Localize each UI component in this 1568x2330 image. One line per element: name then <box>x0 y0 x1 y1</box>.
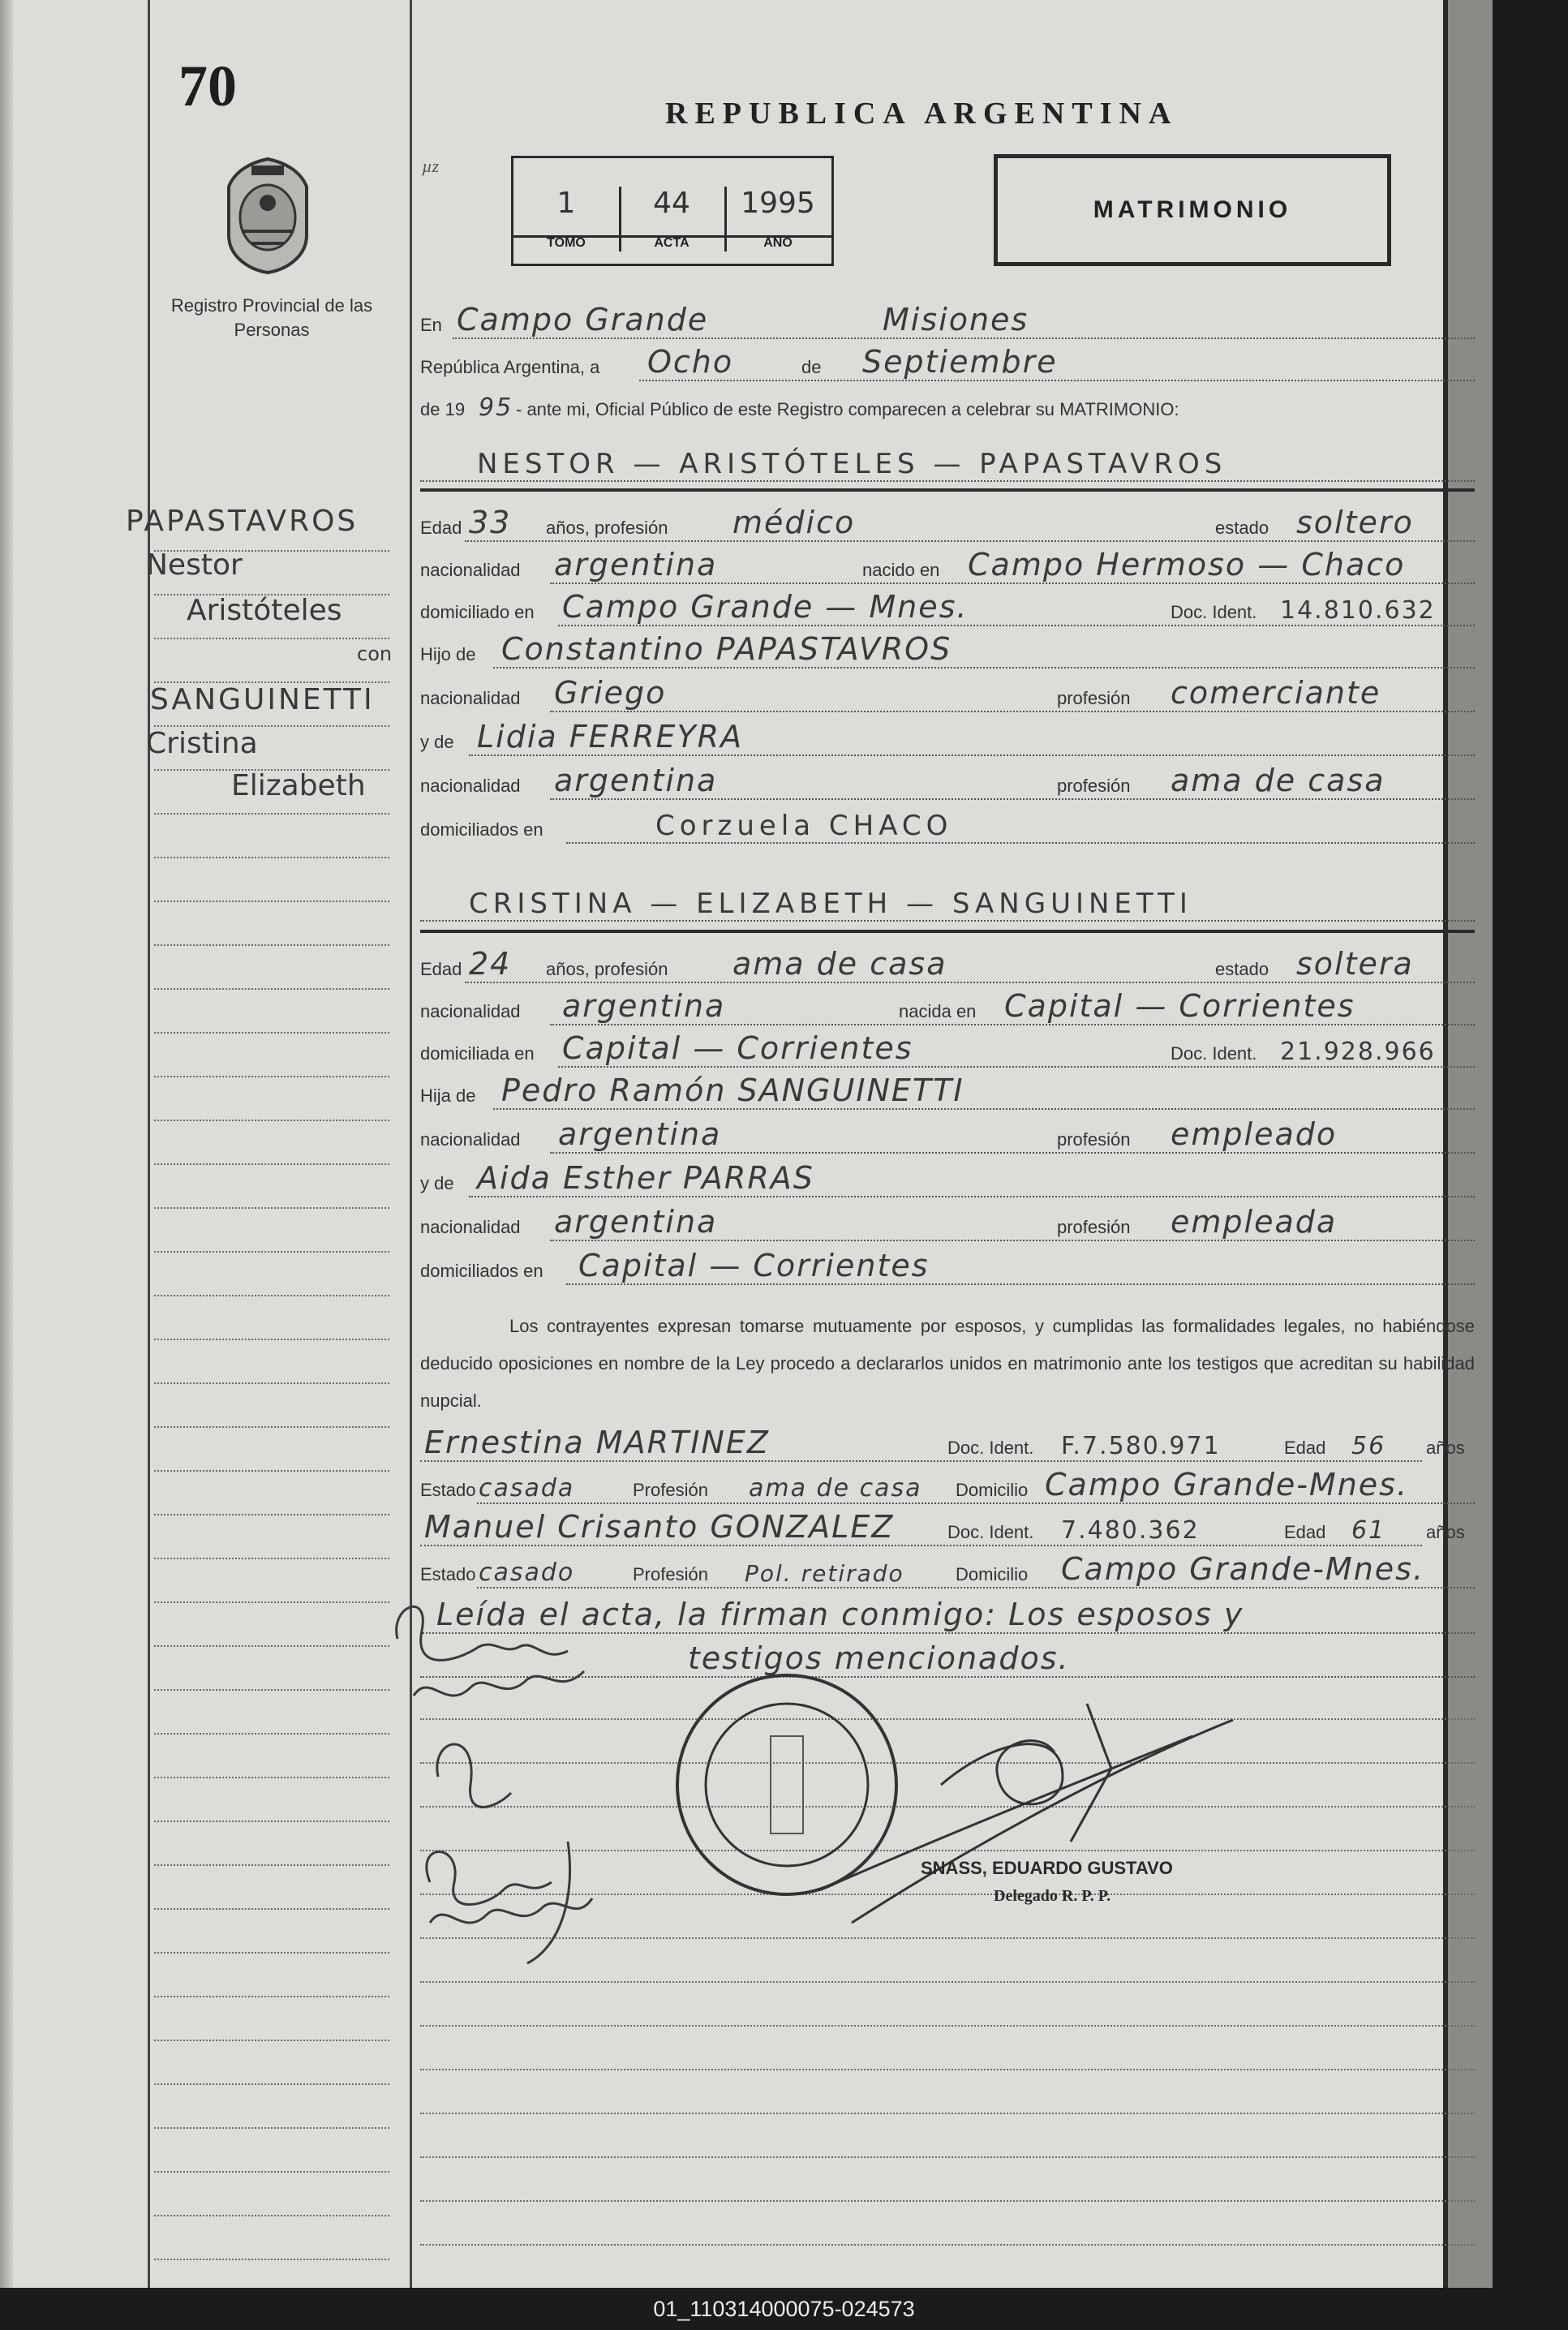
place-value: Campo Grande <box>457 302 709 337</box>
declaration-text: Los contrayentes expresan tomarse mutuamente por esposos, y cumplidas las formalidades legales, no habiéndose deducido oposiciones en nombre de la Ley procedo a declararlos unidos en matrimonio ante los testigos que acreditan su habilidad nupcial. <box>420 1316 1475 1411</box>
bride-mother: Aida Esther PARRAS <box>477 1160 814 1196</box>
witness-1-details-row <box>420 1465 1475 1506</box>
groom-father-nat-row <box>420 673 1475 714</box>
profesion-label: años, profesión <box>546 959 668 979</box>
margin-dotted-line <box>154 1514 389 1515</box>
edad-label: Edad <box>1284 1522 1326 1542</box>
margin-dotted-line <box>154 1777 389 1778</box>
image-footer-id: 01_110314000075-024573 <box>0 2288 1568 2330</box>
dotted-line <box>420 1545 1422 1546</box>
margin-dotted-line <box>154 1339 389 1340</box>
witness-1-status: casada <box>479 1474 575 1502</box>
en-label: En <box>420 315 442 335</box>
groom-father-row <box>420 630 1475 670</box>
dotted-line <box>550 1152 1475 1154</box>
witness-1-age: 56 <box>1351 1432 1386 1460</box>
margin-dotted-line <box>154 944 389 946</box>
groom-nationality-row <box>420 545 1475 586</box>
witness-1-row <box>420 1423 1475 1464</box>
acta-label: ACTA <box>654 236 689 250</box>
anos-label: años <box>1426 1438 1465 1458</box>
ano-value: 1995 <box>724 187 831 238</box>
dotted-line <box>465 540 1475 542</box>
groom-age: 33 <box>469 505 512 540</box>
dotted-line <box>420 2244 1475 2246</box>
groom-mother-nat-row <box>420 761 1475 802</box>
groom-name-row <box>420 438 1475 484</box>
de-label: de <box>801 357 822 377</box>
margin-dotted-line <box>154 1426 389 1428</box>
margin-dotted-line <box>154 550 389 552</box>
bride-profession: ama de casa <box>732 946 947 982</box>
nacionalidad-label: nacionalidad <box>420 1001 521 1021</box>
bride-birthplace: Capital — Corrientes <box>1004 988 1355 1024</box>
doc-label: Doc. Ident. <box>1171 1043 1257 1064</box>
closing-text-2: testigos mencionados. <box>688 1640 1070 1676</box>
bride-mother-row <box>420 1159 1475 1199</box>
margin-bride-surname: SANGUINETTI <box>150 683 375 716</box>
margin-dotted-line <box>154 1163 389 1165</box>
dotted-line <box>469 1196 1475 1197</box>
groom-mother-profession: ama de casa <box>1171 763 1385 798</box>
margin-dotted-line <box>154 1076 389 1077</box>
dotted-line <box>550 1024 1475 1025</box>
groom-age-row <box>420 503 1475 544</box>
margin-bride-first: Cristina <box>146 727 258 760</box>
estado-label: estado <box>1215 518 1269 538</box>
ante-text: - ante mi, Oficial Público de este Registro comparecen a celebrar su MATRIMONIO: <box>516 399 1179 419</box>
intro-place-row <box>420 300 1475 341</box>
tomo-acta-ano-box <box>511 156 834 266</box>
margin-dotted-line <box>154 2259 389 2260</box>
groom-doc: 14.810.632 <box>1280 596 1436 625</box>
margin-dotted-line <box>154 1689 389 1691</box>
bride-name-row <box>420 878 1475 923</box>
groom-mother-nationality: argentina <box>554 763 718 798</box>
dotted-line <box>420 2200 1475 2202</box>
dotted-line <box>420 920 1475 922</box>
month-value: Septiembre <box>862 344 1058 380</box>
dotted-line <box>420 2156 1475 2158</box>
y-de-label: y de <box>420 732 454 752</box>
profesion-label: profesión <box>1057 1129 1131 1150</box>
witness-2-row <box>420 1507 1475 1548</box>
margin-dotted-line <box>154 769 389 771</box>
document-title: REPUBLICA ARGENTINA <box>665 97 1179 131</box>
groom-nationality: argentina <box>554 547 718 582</box>
domicilio-label: Domicilio <box>956 1564 1029 1584</box>
bride-father-profession: empleado <box>1171 1116 1338 1152</box>
margin-dotted-line <box>154 2040 389 2041</box>
year-value: 95 <box>479 393 513 422</box>
registry-name: Registro Provincial de las Personas <box>170 295 373 340</box>
profesion-label: profesión <box>1057 1217 1131 1237</box>
acta-value: 44 <box>619 187 724 238</box>
witness-1-name: Ernestina MARTINEZ <box>424 1425 770 1460</box>
tomo-label: TOMO <box>547 236 586 250</box>
nacionalidad-label: nacionalidad <box>420 776 521 796</box>
signatures-graphic <box>381 1574 1517 2061</box>
bride-age: 24 <box>469 946 512 982</box>
margin-groom-second: Aristóteles <box>187 594 342 627</box>
nacida-label: nacida en <box>899 1001 977 1021</box>
edad-label: Edad <box>420 959 462 979</box>
domiciliada-label: domiciliada en <box>420 1043 535 1064</box>
section-separator <box>420 930 1475 933</box>
tomo-value: 1 <box>513 187 619 238</box>
margin-dotted-line <box>154 725 389 727</box>
nacionalidad-label: nacionalidad <box>420 688 521 708</box>
margin-dotted-line <box>154 901 389 902</box>
republica-label: República Argentina, a <box>420 357 600 377</box>
dotted-line <box>558 1066 1475 1068</box>
witness-2-profession: Pol. retirado <box>745 1560 904 1587</box>
margin-dotted-line <box>154 638 389 639</box>
profesion-label: años, profesión <box>546 518 668 538</box>
margin-dotted-line <box>154 1908 389 1910</box>
doc-label: Doc. Ident. <box>947 1438 1034 1458</box>
margin-dotted-line <box>154 1996 389 1997</box>
dotted-line <box>420 1460 1422 1462</box>
dotted-line <box>420 2069 1475 2070</box>
ano-label: AÑO <box>763 236 793 250</box>
hija-label: Hija de <box>420 1085 476 1106</box>
bride-parents-domicile-row <box>420 1246 1475 1287</box>
estado-label: Estado <box>420 1480 476 1500</box>
bride-father-row <box>420 1071 1475 1111</box>
dotted-line <box>465 982 1475 983</box>
page-number: 70 <box>178 54 237 118</box>
margin-bride-second: Elizabeth <box>231 769 366 802</box>
bride-domicile: Capital — Corrientes <box>562 1030 913 1066</box>
domiciliados-label: domiciliados en <box>420 1261 543 1281</box>
bride-mother-nationality: argentina <box>554 1204 718 1240</box>
nacido-label: nacido en <box>862 560 940 580</box>
dotted-line <box>493 1108 1475 1110</box>
margin-dotted-line <box>154 2171 389 2173</box>
groom-mother: Lidia FERREYRA <box>477 719 744 754</box>
groom-profession: médico <box>732 505 856 540</box>
closing-text-1: Leída el acta, la firman conmigo: Los esposos y <box>436 1597 1244 1632</box>
dotted-line <box>420 480 1475 482</box>
bride-nationality-row <box>420 987 1475 1027</box>
domiciliado-label: domiciliado en <box>420 602 535 622</box>
section-separator <box>420 488 1475 492</box>
edad-label: Edad <box>420 518 462 538</box>
province-value: Misiones <box>883 302 1029 337</box>
witness-2-status: casado <box>479 1558 575 1587</box>
dotted-line <box>566 842 1475 844</box>
bride-mother-nat-row <box>420 1202 1475 1243</box>
margin-dotted-line <box>154 2215 389 2216</box>
margin-dotted-line <box>154 1295 389 1296</box>
witness-2-name: Manuel Crisanto GONZALEZ <box>424 1509 895 1545</box>
groom-full-name: NESTOR — ARISTÓTELES — PAPASTAVROS <box>477 448 1227 480</box>
dotted-line <box>493 667 1475 668</box>
intro-year-row <box>420 385 1475 425</box>
margin-dotted-line <box>154 594 389 595</box>
officer-name: SNASS, EDUARDO GUSTAVO <box>921 1858 1173 1878</box>
groom-status: soltero <box>1296 505 1414 540</box>
dotted-line <box>469 754 1475 756</box>
witness-1-profession: ama de casa <box>749 1474 922 1502</box>
estado-label: estado <box>1215 959 1269 979</box>
margin-groom-surname: PAPASTAVROS <box>126 505 359 538</box>
groom-birthplace: Campo Hermoso — Chaco <box>968 547 1406 582</box>
witness-2-doc: 7.480.362 <box>1061 1516 1200 1545</box>
groom-domicile: Campo Grande — Mnes. <box>562 589 969 625</box>
nacionalidad-label: nacionalidad <box>420 1217 521 1237</box>
anos-label: años <box>1426 1522 1465 1542</box>
margin-dotted-line <box>154 1032 389 1034</box>
margin-dotted-line <box>154 1821 389 1822</box>
bride-domicile-row <box>420 1029 1475 1069</box>
dotted-line <box>558 625 1475 626</box>
profesion-label: Profesión <box>633 1564 708 1584</box>
dotted-line <box>566 1283 1475 1285</box>
doc-label: Doc. Ident. <box>947 1522 1034 1542</box>
margin-dotted-line <box>154 1382 389 1384</box>
dotted-line <box>550 1240 1475 1241</box>
dotted-line <box>550 798 1475 800</box>
margin-dotted-line <box>154 2083 389 2085</box>
bride-status: soltera <box>1296 946 1414 982</box>
margin-dotted-line <box>154 1120 389 1121</box>
dotted-line <box>453 337 1475 339</box>
bride-full-name: CRISTINA — ELIZABETH — SANGUINETTI <box>469 888 1192 920</box>
bride-parents-domicile: Capital — Corrientes <box>578 1248 930 1283</box>
margin-dotted-line <box>154 1558 389 1559</box>
margin-dotted-line <box>154 1207 389 1209</box>
margin-dotted-line <box>154 1733 389 1735</box>
groom-father-profession: comerciante <box>1171 675 1381 711</box>
bride-father: Pedro Ramón SANGUINETTI <box>501 1073 964 1108</box>
doc-label: Doc. Ident. <box>1171 602 1257 622</box>
bride-age-row <box>420 944 1475 985</box>
dotted-line <box>550 582 1475 584</box>
bride-doc: 21.928.966 <box>1280 1038 1436 1066</box>
nacionalidad-label: nacionalidad <box>420 560 521 580</box>
witness-1-doc: F.7.580.971 <box>1061 1432 1221 1460</box>
nacionalidad-label: nacionalidad <box>420 1129 521 1150</box>
groom-domicile-row <box>420 587 1475 628</box>
margin-dotted-line <box>154 988 389 990</box>
margin-dotted-line <box>154 2127 389 2129</box>
margin-dotted-line <box>154 1864 389 1866</box>
bride-father-nat-row <box>420 1115 1475 1155</box>
margin-dotted-line <box>154 1251 389 1253</box>
domiciliados-label: domiciliados en <box>420 819 543 840</box>
witness-2-age: 61 <box>1351 1516 1386 1545</box>
margin-dotted-line <box>154 1601 389 1603</box>
document-type-box: MATRIMONIO <box>994 154 1391 266</box>
bride-nationality: argentina <box>562 988 726 1024</box>
groom-parents-domicile-row <box>420 805 1475 845</box>
margin-con: con <box>357 643 393 665</box>
hijo-label: Hijo de <box>420 644 476 664</box>
book-spine <box>0 0 13 2288</box>
day-value: Ocho <box>647 344 734 380</box>
bride-father-nationality: argentina <box>558 1116 722 1152</box>
groom-parents-domicile: Corzuela CHACO <box>655 810 953 842</box>
intro-date-row <box>420 342 1475 383</box>
groom-mother-row <box>420 717 1475 758</box>
y-de-label: y de <box>420 1173 454 1193</box>
margin-dotted-line <box>154 813 389 815</box>
bride-mother-profession: empleada <box>1171 1204 1338 1240</box>
margin-rule-left <box>148 0 150 2288</box>
dotted-line <box>420 2113 1475 2114</box>
dotted-line <box>550 711 1475 712</box>
witness-2-domicile: Campo Grande-Mnes. <box>1061 1551 1425 1587</box>
dotted-line <box>477 1502 1475 1504</box>
domicilio-label: Domicilio <box>956 1480 1029 1500</box>
year-prefix-label: de 19 <box>420 399 466 419</box>
provincial-seal-icon <box>219 154 316 276</box>
initials-note: µz <box>422 156 440 176</box>
profesion-label: Profesión <box>633 1480 708 1500</box>
dotted-line <box>639 380 1475 381</box>
estado-label: Estado <box>420 1564 476 1584</box>
groom-father: Constantino PAPASTAVROS <box>501 631 952 667</box>
margin-dotted-line <box>154 1470 389 1472</box>
margin-dotted-line <box>154 857 389 858</box>
margin-dotted-line <box>154 1645 389 1647</box>
edad-label: Edad <box>1284 1438 1326 1458</box>
margin-dotted-line <box>154 1952 389 1954</box>
profesion-label: profesión <box>1057 688 1131 708</box>
officer-title: Delegado R. P. P. <box>994 1887 1111 1905</box>
groom-father-nationality: Griego <box>554 675 667 711</box>
margin-groom-first: Nestor <box>146 548 243 582</box>
profesion-label: profesión <box>1057 776 1131 796</box>
margin-dotted-line <box>154 681 389 683</box>
witness-1-domicile: Campo Grande-Mnes. <box>1045 1467 1409 1502</box>
